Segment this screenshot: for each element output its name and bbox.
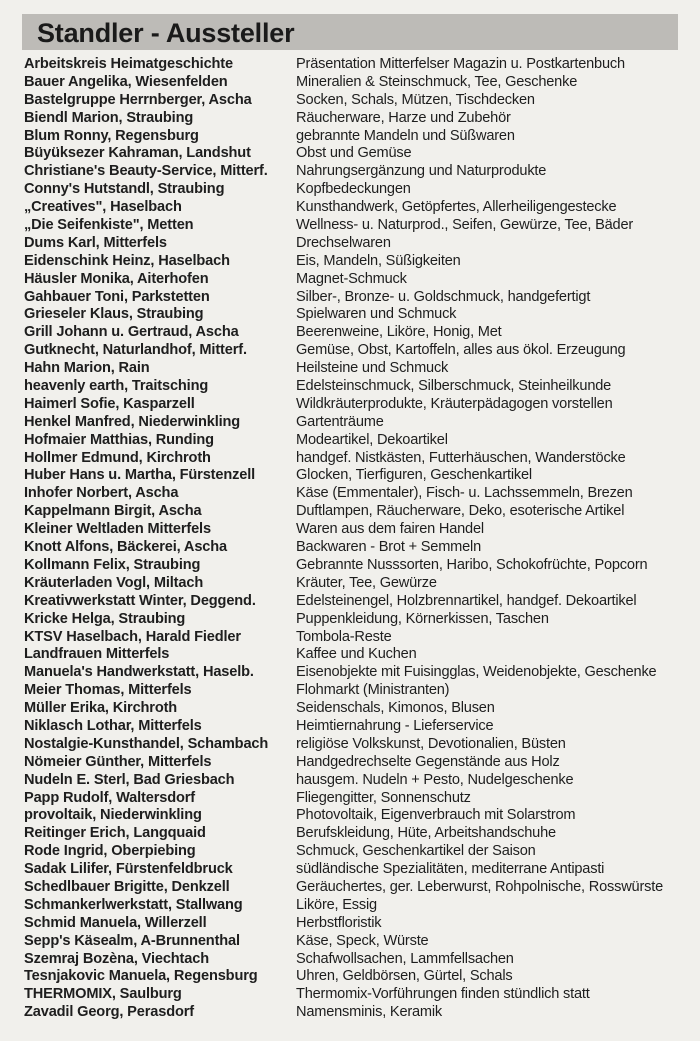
exhibitor-name: Hahn Marion, Rain — [24, 360, 150, 377]
exhibitor-row — [0, 342, 700, 360]
exhibitor-row — [0, 378, 700, 396]
exhibitor-products: Käse (Emmentaler), Fisch- u. Lachssemmeln, Brezen — [296, 485, 633, 502]
exhibitor-products: Drechselwaren — [296, 234, 391, 251]
exhibitor-row — [0, 593, 700, 611]
exhibitor-products: Seidenschals, Kimonos, Blusen — [296, 700, 495, 717]
exhibitor-name: Kleiner Weltladen Mitterfels — [24, 521, 211, 538]
exhibitor-name: THERMOMIX, Saulburg — [24, 986, 182, 1003]
exhibitor-name: Zavadil Georg, Perasdorf — [24, 1004, 194, 1021]
exhibitor-row — [0, 74, 700, 92]
exhibitor-name: Büyüksezer Kahraman, Landshut — [24, 145, 251, 162]
exhibitor-row — [0, 181, 700, 199]
exhibitor-name: „Die Seifenkiste", Metten — [24, 217, 194, 234]
exhibitor-products: Flohmarkt (Ministranten) — [296, 682, 450, 699]
exhibitor-name: Grieseler Klaus, Straubing — [24, 306, 204, 323]
exhibitor-products: Liköre, Essig — [296, 896, 377, 913]
exhibitor-products: Duftlampen, Räucherware, Deko, esoterische Artikel — [296, 503, 625, 520]
exhibitor-row — [0, 521, 700, 539]
exhibitor-name: Müller Erika, Kirchroth — [24, 700, 178, 717]
exhibitor-row — [0, 915, 700, 933]
exhibitor-name: Blum Ronny, Regensburg — [24, 127, 199, 144]
exhibitor-products: Magnet-Schmuck — [296, 270, 407, 287]
exhibitor-products: Eis, Mandeln, Süßigkeiten — [296, 252, 461, 269]
exhibitor-name: Conny's Hutstandl, Straubing — [24, 181, 225, 198]
exhibitor-name: Szemraj Bozèna, Viechtach — [24, 950, 209, 967]
exhibitor-name: Schedlbauer Brigitte, Denkzell — [24, 878, 230, 895]
exhibitor-name: Arbeitskreis Heimatgeschichte — [24, 56, 233, 72]
exhibitor-products: religiöse Volkskunst, Devotionalien, Büsten — [296, 735, 566, 752]
exhibitor-products: Edelsteinengel, Holzbrennartikel, handgef. Dekoartikel — [296, 592, 637, 609]
exhibitor-row — [0, 253, 700, 271]
exhibitor-products: Kaffee und Kuchen — [296, 646, 417, 663]
exhibitor-name: Rode Ingrid, Oberpiebing — [24, 843, 196, 860]
exhibitor-products: Photovoltaik, Eigenverbrauch mit Solarstrom — [296, 807, 576, 824]
exhibitor-products: Gartenträume — [296, 413, 384, 430]
exhibitor-products: hausgem. Nudeln + Pesto, Nudelgeschenke — [296, 771, 574, 788]
exhibitor-row — [0, 467, 700, 485]
exhibitor-row — [0, 754, 700, 772]
exhibitor-row — [0, 575, 700, 593]
exhibitor-products: Mineralien & Steinschmuck, Tee, Geschenke — [296, 73, 578, 90]
exhibitor-row — [0, 485, 700, 503]
exhibitor-row — [0, 861, 700, 879]
exhibitor-row — [0, 235, 700, 253]
exhibitor-row — [0, 414, 700, 432]
exhibitor-name: Inhofer Norbert, Ascha — [24, 485, 179, 502]
exhibitor-row — [0, 289, 700, 307]
exhibitor-row — [0, 163, 700, 181]
exhibitor-name: Nömeier Günther, Mitterfels — [24, 753, 212, 770]
exhibitor-name: Sadak Lilifer, Fürstenfeldbruck — [24, 861, 233, 878]
exhibitor-products: handgef. Nistkästen, Futterhäuschen, Wanderstöcke — [296, 449, 626, 466]
exhibitor-row — [0, 790, 700, 808]
exhibitor-products: Nahrungsergänzung und Naturprodukte — [296, 163, 547, 180]
exhibitor-name: Landfrauen Mitterfels — [24, 646, 170, 663]
exhibitor-products: Herbstfloristik — [296, 914, 382, 931]
exhibitor-name: Huber Hans u. Martha, Fürstenzell — [24, 467, 256, 484]
exhibitor-name: Bastelgruppe Herrnberger, Ascha — [24, 91, 252, 108]
exhibitor-row — [0, 611, 700, 629]
exhibitor-products: Silber-, Bronze- u. Goldschmuck, handgefertigt — [296, 288, 591, 305]
exhibitor-products: Fliegengitter, Sonnenschutz — [296, 789, 471, 806]
exhibitor-row — [0, 629, 700, 647]
exhibitor-row — [0, 306, 700, 324]
exhibitor-products: Heimtiernahrung - Lieferservice — [296, 717, 494, 734]
exhibitor-name: heavenly earth, Traitsching — [24, 378, 209, 395]
exhibitor-products: gebrannte Mandeln und Süßwaren — [296, 127, 515, 144]
exhibitor-name: Kollmann Felix, Straubing — [24, 556, 201, 573]
exhibitor-row — [0, 324, 700, 342]
exhibitor-products: Spielwaren und Schmuck — [296, 306, 457, 323]
exhibitor-name: Dums Karl, Mitterfels — [24, 234, 167, 251]
exhibitor-products: Kunsthandwerk, Getöpfertes, Allerheiligengestecke — [296, 199, 617, 216]
exhibitor-row — [0, 145, 700, 163]
exhibitor-products: Schafwollsachen, Lammfellsachen — [296, 950, 514, 967]
exhibitor-row — [0, 557, 700, 575]
exhibitor-row — [0, 199, 700, 217]
exhibitor-products: Namensminis, Keramik — [296, 1004, 443, 1021]
exhibitor-row — [0, 450, 700, 468]
exhibitor-row — [0, 879, 700, 897]
exhibitor-row — [0, 56, 700, 74]
exhibitor-products: Socken, Schals, Mützen, Tischdecken — [296, 91, 535, 108]
exhibitor-name: Nostalgie-Kunsthandel, Schambach — [24, 735, 269, 752]
exhibitor-row — [0, 682, 700, 700]
exhibitor-row — [0, 110, 700, 128]
exhibitor-name: Christiane's Beauty-Service, Mitterf. — [24, 163, 268, 180]
exhibitor-products: Geräuchertes, ger. Leberwurst, Rohpolnische, Rosswürste — [296, 878, 663, 895]
exhibitor-name: Hofmaier Matthias, Runding — [24, 431, 214, 448]
exhibitor-name: KTSV Haselbach, Harald Fiedler — [24, 628, 241, 645]
exhibitor-row — [0, 271, 700, 289]
exhibitor-name: Kricke Helga, Straubing — [24, 610, 186, 627]
exhibitor-products: Edelsteinschmuck, Silberschmuck, Steinheilkunde — [296, 378, 612, 395]
exhibitor-name: Nudeln E. Sterl, Bad Griesbach — [24, 771, 235, 788]
exhibitor-row — [0, 843, 700, 861]
exhibitor-products: Waren aus dem fairen Handel — [296, 521, 484, 538]
exhibitor-products: Modeartikel, Dekoartikel — [296, 431, 448, 448]
exhibitor-name: Henkel Manfred, Niederwinkling — [24, 413, 241, 430]
exhibitor-name: Eidenschink Heinz, Haselbach — [24, 252, 230, 269]
exhibitor-row — [0, 968, 700, 986]
exhibitor-row — [0, 933, 700, 951]
exhibitor-products: Gemüse, Obst, Kartoffeln, alles aus ökol. Erzeugung — [296, 342, 626, 359]
exhibitor-row — [0, 396, 700, 414]
exhibitor-products: Puppenkleidung, Körnerkissen, Taschen — [296, 610, 549, 627]
exhibitor-row — [0, 897, 700, 915]
exhibitor-row — [0, 1004, 700, 1022]
exhibitor-products: Gebrannte Nusssorten, Haribo, Schokofrüchte, Popcorn — [296, 556, 648, 573]
exhibitor-name: Haimerl Sofie, Kasparzell — [24, 395, 195, 412]
exhibitor-name: Kräuterladen Vogl, Miltach — [24, 574, 204, 591]
exhibitor-row — [0, 664, 700, 682]
exhibitor-name: „Creatives", Haselbach — [24, 199, 182, 216]
exhibitor-row — [0, 128, 700, 146]
exhibitor-name: Häusler Monika, Aiterhofen — [24, 270, 209, 287]
exhibitor-name: Papp Rudolf, Waltersdorf — [24, 789, 195, 806]
exhibitor-products: Thermomix-Vorführungen finden stündlich statt — [296, 986, 590, 1003]
exhibitor-row — [0, 807, 700, 825]
exhibitor-name: Tesnjakovic Manuela, Regensburg — [24, 968, 258, 985]
exhibitor-products: Backwaren - Brot + Semmeln — [296, 539, 481, 556]
exhibitor-products: Kopfbedeckungen — [296, 181, 411, 198]
exhibitor-name: provoltaik, Niederwinkling — [24, 807, 202, 824]
exhibitor-name: Reitinger Erich, Langquaid — [24, 825, 206, 842]
exhibitor-name: Biendl Marion, Straubing — [24, 109, 194, 126]
exhibitor-products: Handgedrechselte Gegenstände aus Holz — [296, 753, 560, 770]
exhibitor-products: Tombola-Reste — [296, 628, 392, 645]
exhibitor-name: Hollmer Edmund, Kirchroth — [24, 449, 211, 466]
exhibitor-products: Beerenweine, Liköre, Honig, Met — [296, 324, 502, 341]
exhibitor-name: Kappelmann Birgit, Ascha — [24, 503, 202, 520]
exhibitor-name: Schmid Manuela, Willerzell — [24, 914, 207, 931]
page-title: Standler - Aussteller — [37, 18, 295, 48]
exhibitor-products: Glocken, Tierfiguren, Geschenkartikel — [296, 467, 532, 484]
exhibitor-products: Käse, Speck, Würste — [296, 932, 429, 949]
exhibitor-name: Meier Thomas, Mitterfels — [24, 682, 192, 699]
exhibitor-products: Obst und Gemüse — [296, 145, 412, 162]
exhibitor-products: Schmuck, Geschenkartikel der Saison — [296, 843, 536, 860]
exhibitor-row — [0, 646, 700, 664]
exhibitor-products: Uhren, Geldbörsen, Gürtel, Schals — [296, 968, 513, 985]
exhibitor-row — [0, 217, 700, 235]
exhibitor-products: Berufskleidung, Hüte, Arbeitshandschuhe — [296, 825, 556, 842]
exhibitor-name: Bauer Angelika, Wiesenfelden — [24, 73, 228, 90]
exhibitor-products: Eisenobjekte mit Fuisingglas, Weidenobjekte, Geschenke — [296, 664, 657, 681]
exhibitor-name: Knott Alfons, Bäckerei, Ascha — [24, 539, 227, 556]
exhibitor-products: Präsentation Mitterfelser Magazin u. Postkartenbuch — [296, 56, 625, 72]
exhibitor-row — [0, 986, 700, 1004]
exhibitor-products: südländische Spezialitäten, mediterrane Antipasti — [296, 861, 605, 878]
exhibitor-name: Manuela's Handwerkstatt, Haselb. — [24, 664, 254, 681]
exhibitor-row — [0, 539, 700, 557]
exhibitor-row — [0, 700, 700, 718]
exhibitor-name: Niklasch Lothar, Mitterfels — [24, 717, 202, 734]
exhibitor-products: Kräuter, Tee, Gewürze — [296, 574, 437, 591]
exhibitor-list — [0, 56, 700, 1022]
exhibitor-products: Heilsteine und Schmuck — [296, 360, 449, 377]
exhibitor-row — [0, 825, 700, 843]
exhibitor-row — [0, 718, 700, 736]
exhibitor-products: Wellness- u. Naturprod., Seifen, Gewürze, Tee, Bäder — [296, 217, 634, 234]
exhibitor-products: Wildkräuterprodukte, Kräuterpädagogen vorstellen — [296, 395, 613, 412]
exhibitor-row — [0, 92, 700, 110]
exhibitor-name: Gutknecht, Naturlandhof, Mitterf. — [24, 342, 247, 359]
exhibitor-row — [0, 951, 700, 969]
exhibitor-row — [0, 360, 700, 378]
exhibitor-row — [0, 432, 700, 450]
exhibitor-row — [0, 772, 700, 790]
exhibitor-name: Sepp's Käsealm, A-Brunnenthal — [24, 932, 240, 949]
exhibitor-row — [0, 503, 700, 521]
exhibitor-products: Räucherware, Harze und Zubehör — [296, 109, 511, 126]
exhibitor-name: Grill Johann u. Gertraud, Ascha — [24, 324, 239, 341]
exhibitor-name: Kreativwerkstatt Winter, Deggend. — [24, 592, 256, 609]
exhibitor-name: Schmankerlwerkstatt, Stallwang — [24, 896, 243, 913]
exhibitor-row — [0, 736, 700, 754]
exhibitor-name: Gahbauer Toni, Parkstetten — [24, 288, 210, 305]
